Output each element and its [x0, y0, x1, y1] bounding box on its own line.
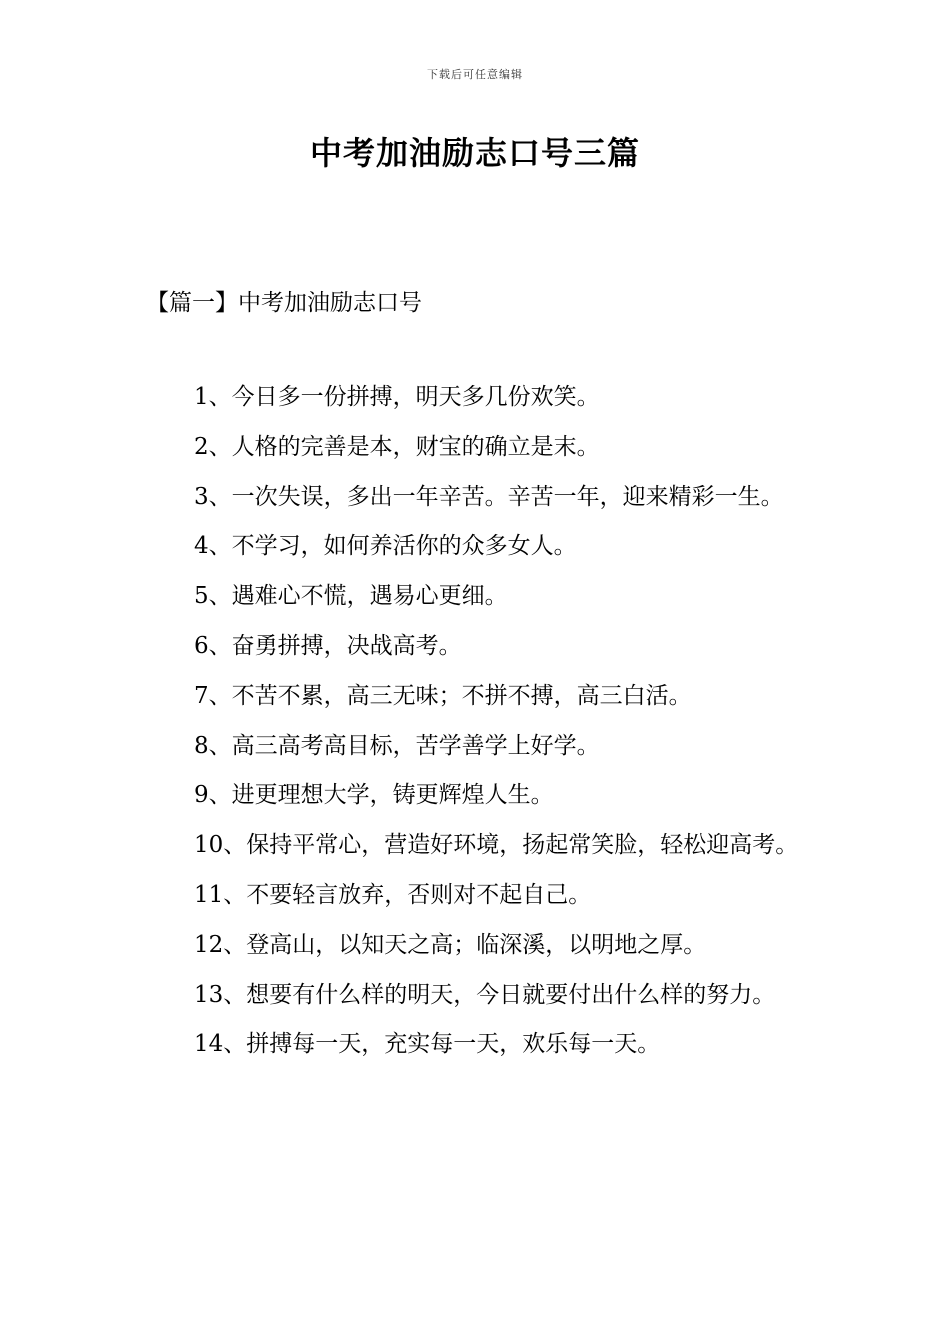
slogan-item: 3、一次失误，多出一年辛苦。辛苦一年，迎来精彩一生。 [194, 483, 784, 510]
slogan-item: 14、拼搏每一天，充实每一天，欢乐每一天。 [194, 1031, 661, 1058]
slogan-item: 13、想要有什么样的明天，今日就要付出什么样的努力。 [194, 981, 776, 1008]
section-heading: 【篇一】中考加油励志口号 [146, 290, 422, 316]
slogan-item: 10、保持平常心，营造好环境，扬起常笑脸，轻松迎高考。 [194, 832, 799, 859]
slogan-item: 9、进更理想大学，铸更辉煌人生。 [194, 782, 554, 809]
slogan-item: 11、不要轻言放弃，否则对不起自己。 [194, 881, 592, 908]
slogan-item: 7、不苦不累，高三无味；不拼不搏，高三白活。 [194, 682, 692, 709]
slogan-item: 1、今日多一份拼搏，明天多几份欢笑。 [194, 384, 600, 410]
document-title: 中考加油励志口号三篇 [309, 134, 640, 172]
slogan-list [146, 373, 808, 1070]
slogan-item: 8、高三高考高目标，苦学善学上好学。 [194, 732, 600, 759]
slogan-item: 5、遇难心不慌，遇易心更细。 [194, 583, 508, 610]
slogan-item: 6、奋勇拼搏，决战高考。 [194, 632, 462, 659]
header-note: 下载后可任意编辑 [427, 68, 523, 81]
slogan-item: 2、人格的完善是本，财宝的确立是末。 [194, 433, 600, 460]
slogan-item: 12、登高山，以知天之高；临深溪，以明地之厚。 [194, 931, 707, 958]
slogan-item: 4、不学习，如何养活你的众多女人。 [194, 533, 577, 560]
